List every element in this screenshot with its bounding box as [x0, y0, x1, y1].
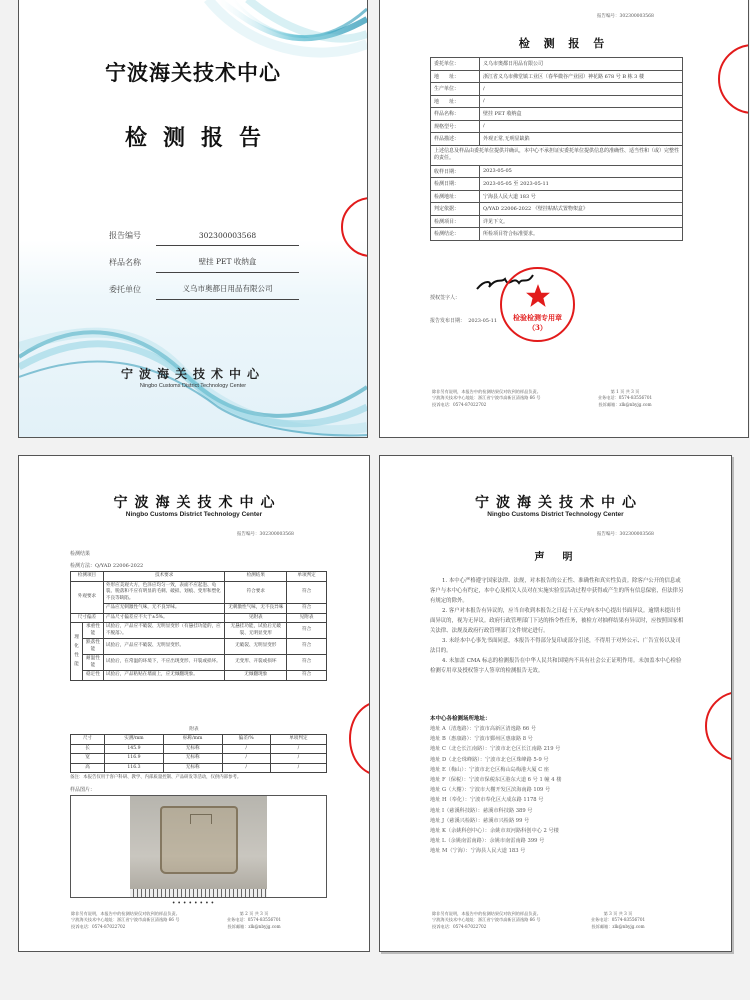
carousel-dots: •••••••• [171, 900, 217, 907]
red-seal-partial [705, 691, 732, 761]
list-item: 地址 M（宁海）：宁海县人民大道 183 号 [430, 848, 526, 855]
table-row: 稳定性 试验后，产品粘贴在墙面上，应无倾翻现象。 无倾翻现象 符合 [71, 671, 327, 681]
list-item: 地址 K（余姚科创中心）：余姚市双河路科创中心 2 号楼 [430, 828, 559, 835]
declaration-paragraph: 4. 未加盖 CMA 标志的检测报告在中华人民共和国境内不具有社会公正证明作用。未加盖本中心检验检测专用章及授权签字人签章的检测报告无效。 [430, 658, 682, 674]
table-row: 产品应无刺激性气味，无不良异味。 无刺激性气味，无不良异味 符合 [71, 604, 327, 614]
table-row: 高 116.3 无标称 / / [71, 763, 327, 773]
list-item: 地址 A（清逸路）：宁波市高新区清逸路 66 号 [430, 726, 537, 732]
authorized-signer-label: 授权签字人： [430, 295, 461, 301]
declaration-paragraph: 3. 未经本中心事先书面同意，本报告不得部分复印或部分引述，不得用于对外公示、广告宣传以及司法目的。 [430, 638, 681, 654]
declaration-paragraph: 2. 客户对本报告有异议的，应当自收到本报告之日起十五天内向本中心提出书面异议。逾期未提出书面异议的，视为无异议。政府行政管理部门下达的指令性任务，被检方对抽样结果有异议时，应按照国家相关法律、法规及政府行政管理部门文件规定进行。 [430, 608, 684, 634]
cover-field-client [109, 273, 299, 300]
addresses-list [430, 724, 561, 857]
cover-footer-en: Ningbo Customs District Technology Center [139, 383, 247, 389]
page-number: 第 2 页 共 3 页 [239, 911, 269, 916]
list-item: 地址 G（大榭）：宁波市大榭开发区滨海南路 109 号 [430, 787, 551, 794]
test-method: 检测方法：Q/YAD 22006-2022 [70, 563, 144, 569]
official-seal [500, 267, 575, 342]
red-seal-partial [341, 197, 368, 257]
table-row: 检测结论： 所检项目符合标准要求。 [431, 228, 683, 241]
header-org-en: Ningbo Customs District Technology Center [487, 511, 624, 518]
field-label: 委托单位 [109, 285, 141, 294]
storage-box-image [160, 806, 238, 874]
page-footer-right: 第 3 页 共 3 页 业务电话：0574-83556701 投诉邮箱：zlk@nbyjg.com [578, 911, 658, 930]
section-title: 检测结果 [70, 551, 91, 557]
table-row: 外观要求 外形应美观大方，色泽应均匀一致，表面不应起泡、龟裂、脱落和不应有明显的毛刺、破损、划痕、变形和塑化不良等缺陷。 符合要求 符合 [71, 581, 327, 604]
field-value: 302300003568 [156, 231, 299, 246]
cover-field-sample-name [109, 246, 299, 273]
page-number: 第 1 页 共 3 页 [610, 389, 640, 394]
box-handle [190, 814, 212, 824]
header-org-cn: 宁波海关技术中心 [475, 495, 643, 511]
table-row: 样品描述： 外观正常,无明显缺陷 [431, 133, 683, 146]
table-row: 地 址： 浙江省义乌市佛堂镇工业区（春华微谷产业园）神花路 678 号 B 栋 3 楼 [431, 70, 683, 83]
declaration-title: 声 明 [534, 552, 577, 563]
test-results-page [18, 455, 370, 952]
field-label: 样品名称 [109, 258, 141, 267]
test-results-table [70, 571, 327, 681]
issue-date: 报告发布日期： 2023-05-11 [430, 318, 498, 324]
table-row: 收样日期： 2023-05-05 [431, 165, 683, 178]
field-value: 壁挂 PET 收纳盒 [156, 256, 299, 273]
table-row: 检测地址： 宁海县人民大道 183 号 [431, 190, 683, 203]
table-row: 地 址： / [431, 95, 683, 108]
red-seal-partial [349, 701, 370, 776]
table-header-row: 尺寸 实测/mm 标称/mm 偏差/% 单项判定 [71, 735, 327, 745]
field-value: 义乌市奥都日用品有限公司 [156, 283, 299, 300]
report-number: 报告编号：302300003568 [597, 532, 654, 537]
page-footer-left: 除非另有说明，本报告中的检测结果仅对收到的样品负责。 宁波海关技术中心地址：浙江省宁波市高新区清逸路 66 号 投诉电话：0574-87022702 [432, 911, 541, 929]
seal-text: 检验检测专用章 [513, 313, 562, 322]
cover-field-report-no [109, 219, 299, 246]
list-item: 地址 H（奉化）：宁波市奉化区大成东路 1178 号 [430, 797, 544, 804]
report-info-table [430, 57, 683, 241]
declaration-text [430, 576, 684, 676]
table-row: 生产单位： / [431, 83, 683, 96]
report-info-page [379, 0, 749, 438]
cover-footer-cn: 宁波海关技术中心 [120, 367, 265, 381]
cover-report-title: 检测报告 [124, 125, 277, 151]
photo-label: 样品图片： [70, 787, 96, 793]
list-item: 地址 C（北仑长江南路）：宁波市北仑区长江南路 219 号 [430, 746, 561, 753]
table-row: 规格型号： / [431, 120, 683, 133]
table-row-note: 上述信息及样品由委托单位提供并确认，本中心不承担证实委托单位提供信息的准确性、适当性和（或）完整性的责任。 [431, 145, 683, 165]
table-row: 委托单位： 义乌市奥都日用品有限公司 [431, 58, 683, 71]
cover-organization-title: 宁波海关技术中心 [105, 60, 281, 85]
table-row: 耐温性能 试验后，在常温的环境下，不应出现变形、开裂或损坏。 无变形、开裂或损坏 符合 [71, 655, 327, 671]
declaration-paragraph: 1. 本中心严格遵守国家法律、法规，对本报告的公正性、准确性和真实性负责。除客户公开的信息或客户与本中心有约定，本中心及相关人员对在实施实验室活动过程中获得或产生的所有信息保密，但法律另有规定的除外。 [430, 578, 684, 604]
table-row: 宽 116.9 无标称 / / [71, 754, 327, 764]
list-item: 地址 I（慈溪科技路）：慈溪市科技路 389 号 [430, 807, 533, 814]
cover-fields [109, 219, 299, 300]
header-org-en: Ningbo Customs District Technology Center [125, 511, 263, 518]
table-row: 样品名称： 壁挂 PET 收纳盒 [431, 108, 683, 121]
list-item: 地址 B（惠康路）：宁波市鄞州区惠康路 8 号 [430, 736, 533, 743]
report-number: 报告编号：302300003568 [237, 532, 294, 537]
red-seal-partial [718, 44, 749, 114]
remark: 备注：本报告仅用于客户科研、教学、内部质量控制、产品研发等活动，仅供内部参考。 [70, 775, 242, 780]
cover-footer-logo [19, 365, 367, 389]
page-footer-left: 除非另有说明，本报告中的检测结果仅对收到的样品负责。 宁波海关技术中心地址：浙江省宁波市高新区清逸路 66 号 投诉电话：0574-87022702 [432, 389, 541, 407]
table-row: 跌落性能 试验后，产品应不破裂、无明显变形。 无破裂、无明显变形 符合 [71, 639, 327, 655]
appendix-title: 附表 [189, 727, 199, 732]
star-icon [524, 283, 552, 309]
cover-page [18, 0, 368, 438]
list-item: 地址 D（北仑珠峰路）：宁波市北仑区珠峰路 5-9 号 [430, 756, 549, 763]
list-item: 地址 J（慈溪兴检路）：慈溪市兴检路 99 号 [430, 817, 530, 824]
seal-number: （3） [528, 323, 547, 332]
sample-photo-image [130, 796, 267, 897]
list-item: 地址 F（保税）：宁波市保税东区港东大道 6 号 1 幢 4 楼 [430, 777, 562, 784]
report-number: 报告编号：302300003568 [597, 14, 654, 19]
field-label: 报告编号 [109, 231, 141, 240]
sample-photo [70, 795, 327, 898]
addresses-title: 本中心各检测场所地址： [430, 716, 491, 722]
list-item: 地址 L（余姚南雷南路）：余姚市南雷南路 399 号 [430, 838, 545, 845]
table-row: 理化性能 承重性能 试验后，产品应不破裂、无明显变形（有悬挂功能的，应不脱落）。 无悬挂功能，试验后无破裂、无明显变形 符合 [71, 623, 327, 639]
page-footer-right: 第 1 页 共 3 页 业务电话：0574-83556701 投诉邮箱：zlk@nbyjg.com [585, 389, 665, 408]
ruler [130, 889, 267, 897]
page-footer-left: 除非另有说明，本报告中的检测结果仅对收到的样品负责。 宁波海关技术中心地址：浙江省宁波市高新区清逸路 66 号 投诉电话：0574-87022702 [71, 911, 180, 929]
table-row: 检测日期： 2023-05-05 至 2023-05-11 [431, 178, 683, 191]
page-number: 第 3 页 共 3 页 [603, 911, 633, 916]
table-row: 长 145.9 无标称 / / [71, 744, 327, 754]
table-header-row: 检测项目 技术要求 检测结果 单项判定 [71, 572, 327, 582]
report-title: 检 测 报 告 [518, 37, 610, 50]
table-row: 检测项目： 详见下文。 [431, 215, 683, 228]
table-row: 尺寸偏差 产品尺寸偏差应不大于±5%。 见附表 见附表 [71, 613, 327, 623]
page-footer-right: 第 2 页 共 3 页 业务电话：0574-83556701 投诉邮箱：zlk@nbyjg.com [214, 911, 294, 930]
appendix-dimension-table [70, 734, 327, 773]
table-row: 判定依据： Q/YAD 22006-2022 《壁挂粘贴式置物架盒》 [431, 203, 683, 216]
list-item: 地址 E（梅山）：宁波市北仑区梅山岛梅港大厦 C 座 [430, 766, 550, 773]
declaration-page [379, 455, 732, 952]
header-org-cn: 宁波海关技术中心 [113, 495, 282, 511]
